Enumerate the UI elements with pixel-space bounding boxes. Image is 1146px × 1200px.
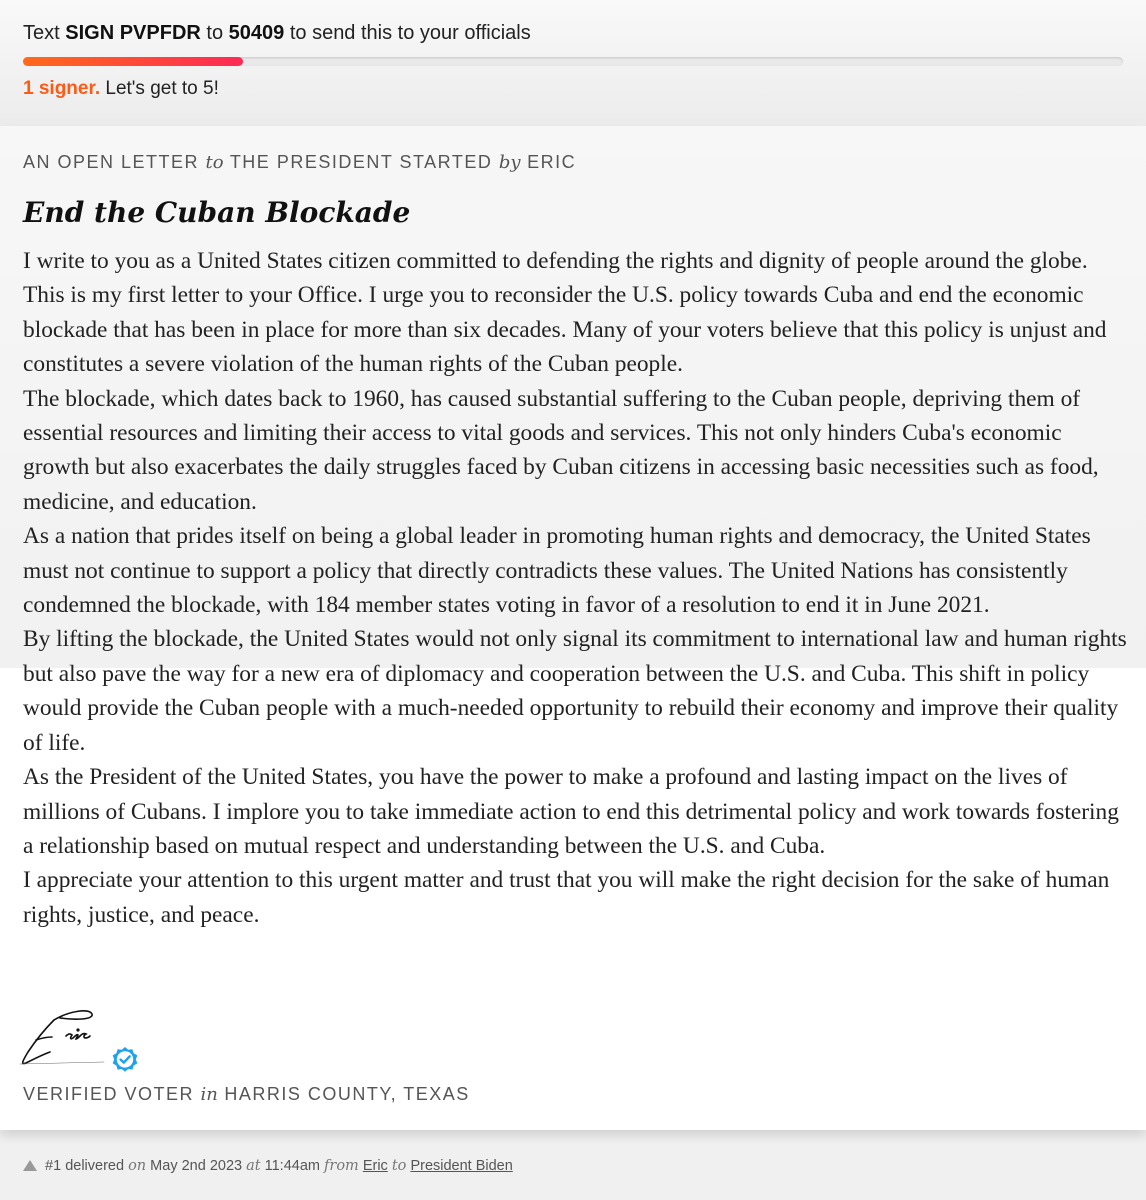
delivery-date: May 2nd 2023 [150, 1158, 243, 1174]
triangle-up-icon[interactable] [23, 1160, 37, 1171]
letter-paragraph: I write to you as a United States citizen committed to defending the rights and dignity of people around the globe. This is my first letter to your Office. I urge you to reconsider the U.S. policy towards Cuba and end the economic blockade that has been in place for more than six decades. Many of your voters believe that this policy is unjust and constitutes a severe violation of the human rights of the Cuban people. [23, 248, 1107, 378]
signer-progress-bar [23, 57, 1123, 66]
letter-body [23, 244, 1128, 932]
letter-paragraph: As the President of the United States, you have the power to make a profound and lasting impact on the lives of millions of Cubans. I implore you to take immediate action to end this detrimental policy and work towards fostering a relationship based on mutual respect and understanding between the U.S. and Cuba. [23, 764, 1119, 859]
delivery-number: #1 delivered [45, 1158, 125, 1174]
sms-keyword: SIGN PVPFDR [65, 22, 201, 44]
text-to-sign-banner [0, 0, 1146, 126]
letter-author: ERIC [527, 152, 577, 172]
sms-to: to [206, 22, 224, 44]
letter-paragraph: The blockade, which dates back to 1960, has caused substantial suffering to the Cuban people, depriving them of essential resources and limiting their access to vital goods and services. This not only hinders Cuba's economic growth but also exacerbates the daily struggles faced by Cuban citizens in accessing basic necessities such as food, medicine, and education. [23, 385, 1099, 515]
signer-count: 1 signer. [23, 78, 101, 99]
letter-card [0, 126, 1146, 1130]
signer-goal [23, 78, 219, 100]
sender-link[interactable]: Eric [362, 1158, 388, 1174]
signature-image [14, 1006, 110, 1076]
letter-paragraph: By lifting the blockade, the United States would not only signal its commitment to international law and human rights but also pave the way for a new era of diplomacy and cooperation between the U.S. and Cuba. This shift in policy would provide the Cuban people with a much-needed opportunity to rebuild their economy and improve their quality of life. [23, 626, 1127, 756]
sms-shortcode: 50409 [228, 22, 285, 44]
goal-text: Let's get to 5! [105, 78, 219, 99]
letter-title: End the Cuban Blockade [23, 196, 411, 229]
sms-suffix: to send this to your officials [289, 22, 531, 44]
letter-paragraph: As a nation that prides itself on being a global leader in promoting human rights and democracy, the United States must not continue to support a policy that directly contradicts these values. The United Nations has consistently condemned the blockade, with 184 member states voting in favor of a resolution to end it in June 2021. [23, 523, 1091, 619]
letter-paragraph: I appreciate your attention to this urgent matter and trust that you will make the right decision for the sake of human rights, justice, and peace. [23, 867, 1110, 928]
sms-prefix: Text [23, 22, 60, 44]
delivery-time: 11:44am [264, 1158, 320, 1174]
delivery-footer: #1 delivered on May 2nd 2023 at 11:44am from Eric to President Biden [23, 1158, 513, 1174]
verified-check-icon [110, 1044, 140, 1074]
voter-verification: VERIFIED VOTER in HARRIS COUNTY, TEXAS [23, 1084, 470, 1105]
voter-location: HARRIS COUNTY, TEXAS [224, 1084, 470, 1104]
letter-kicker: AN OPEN LETTER to THE PRESIDENT STARTED by ERIC [23, 152, 577, 173]
recipient-link[interactable]: President Biden [410, 1158, 513, 1174]
signer-progress-fill [23, 57, 243, 66]
sms-instructions [23, 22, 531, 45]
